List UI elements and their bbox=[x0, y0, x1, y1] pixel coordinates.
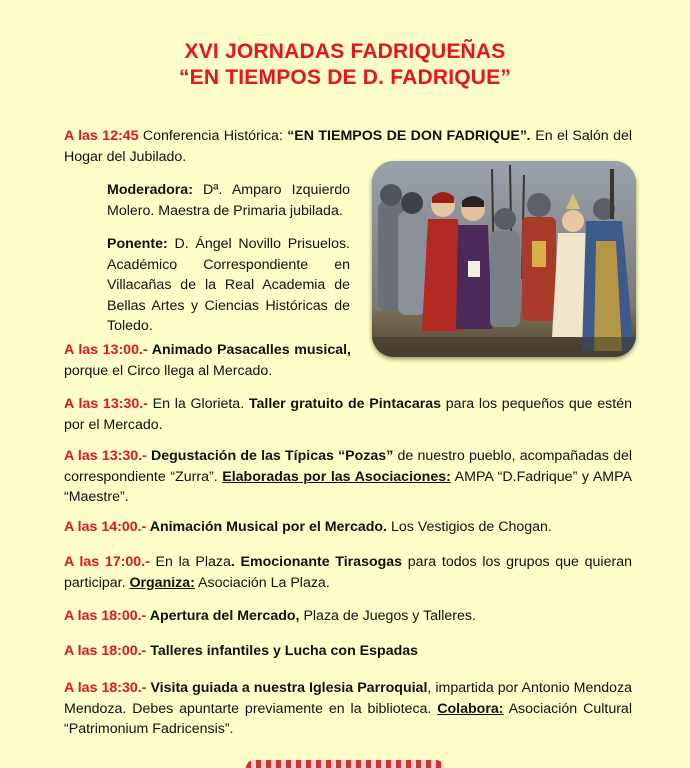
event-text: Conferencia Histórica: bbox=[138, 128, 288, 144]
event-organizer-label: Colabora: bbox=[437, 700, 504, 717]
event-tug-of-war bbox=[64, 552, 632, 593]
event-time: A las 18:00.- bbox=[64, 643, 147, 659]
event-text: Los Vestigios de Chogan. bbox=[387, 519, 552, 535]
event-time: A las 13:00.- bbox=[64, 342, 148, 358]
event-text: de nuestro pueblo, acompañadas del correspondiente “Zurra”. bbox=[64, 448, 632, 485]
event-highlight: Apertura del Mercado, bbox=[146, 608, 300, 624]
event-highlight: “EN TIEMPOS DE DON FADRIQUE” bbox=[287, 128, 527, 144]
event-text: AMPA “D.Fadrique” y AMPA “Maestre”. bbox=[64, 468, 632, 505]
event-organizer-label: Elaboradas por las Asociaciones: bbox=[222, 468, 451, 485]
event-time: A las 17:00.- bbox=[64, 554, 150, 570]
page-title-line-2: “EN TIEMPOS DE D. FADRIQUE” bbox=[178, 66, 512, 89]
event-highlight: . Emocionante Tirasogas bbox=[230, 554, 403, 570]
event-text: Asociación Cultural “Patrimonium Fadricensis”. bbox=[64, 700, 632, 737]
speaker-label: Ponente: bbox=[107, 236, 168, 252]
event-text: para todos los grupos que quieran participar. bbox=[64, 554, 632, 591]
event-highlight: Talleres infantiles y Lucha con Espadas bbox=[146, 643, 419, 659]
event-text: En la Plaza bbox=[149, 554, 231, 570]
event-text: Plaza de Juegos y Talleres. bbox=[299, 608, 476, 624]
event-text: , impartida por Antonio Mendoza Mendoza. Debes apuntarte previamente en la biblioteca. bbox=[64, 680, 633, 717]
event-time: A las 12:45 bbox=[64, 128, 139, 144]
event-highlight: Taller gratuito de Pintacaras bbox=[248, 396, 442, 412]
page-title-line-1: XVI JORNADAS FADRIQUEÑAS bbox=[184, 40, 506, 63]
bottom-emblem bbox=[246, 760, 444, 768]
event-market-opening bbox=[64, 606, 632, 627]
event-church-visit bbox=[64, 678, 632, 740]
event-time: A las 18:30.- bbox=[64, 680, 147, 696]
event-text: Asociación La Plaza. bbox=[194, 574, 330, 591]
event-highlight: Animado Pasacalles musical, bbox=[147, 342, 351, 358]
speaker-text: D. Ángel Novillo Prisuelos. Académico Correspondiente en Villacañas de la Real Academia de Bellas Artes y Ciencias Históricas de Toledo. bbox=[107, 236, 350, 334]
moderator-label: Moderadora: bbox=[107, 182, 193, 198]
medieval-court-painting bbox=[372, 161, 636, 357]
event-time: A las 13:30.- bbox=[64, 396, 148, 412]
event-punctuation: . bbox=[526, 128, 531, 144]
event-time: A las 14:00.- bbox=[64, 519, 147, 535]
painting-illustration bbox=[372, 161, 636, 357]
event-tasting bbox=[64, 446, 632, 508]
event-text: En el Salón del Hogar del Jubilado. bbox=[64, 128, 633, 165]
event-facepaint bbox=[64, 394, 632, 435]
event-time: A las 13:30.- bbox=[64, 448, 147, 464]
event-text: En la Glorieta. bbox=[147, 396, 249, 412]
event-highlight: Degustación de las Típicas “Pozas” bbox=[146, 448, 394, 464]
event-music bbox=[64, 517, 632, 538]
event-text: porque el Circo llega al Mercado. bbox=[64, 362, 273, 379]
event-highlight: Visita guiada a nuestra Iglesia Parroquial bbox=[146, 680, 428, 696]
event-workshops bbox=[64, 641, 632, 662]
moderator-info bbox=[107, 180, 350, 221]
event-parade bbox=[64, 340, 351, 381]
event-text: para los pequeños que estén por el Mercado. bbox=[64, 396, 632, 433]
moderator-text: Dª. Amparo Izquierdo Molero. Maestra de Primaria jubilada. bbox=[107, 182, 350, 219]
speaker-info bbox=[107, 234, 350, 337]
event-time: A las 18:00.- bbox=[64, 608, 147, 624]
event-organizer-label: Organiza: bbox=[129, 574, 195, 591]
event-highlight: Animación Musical por el Mercado. bbox=[146, 519, 387, 535]
